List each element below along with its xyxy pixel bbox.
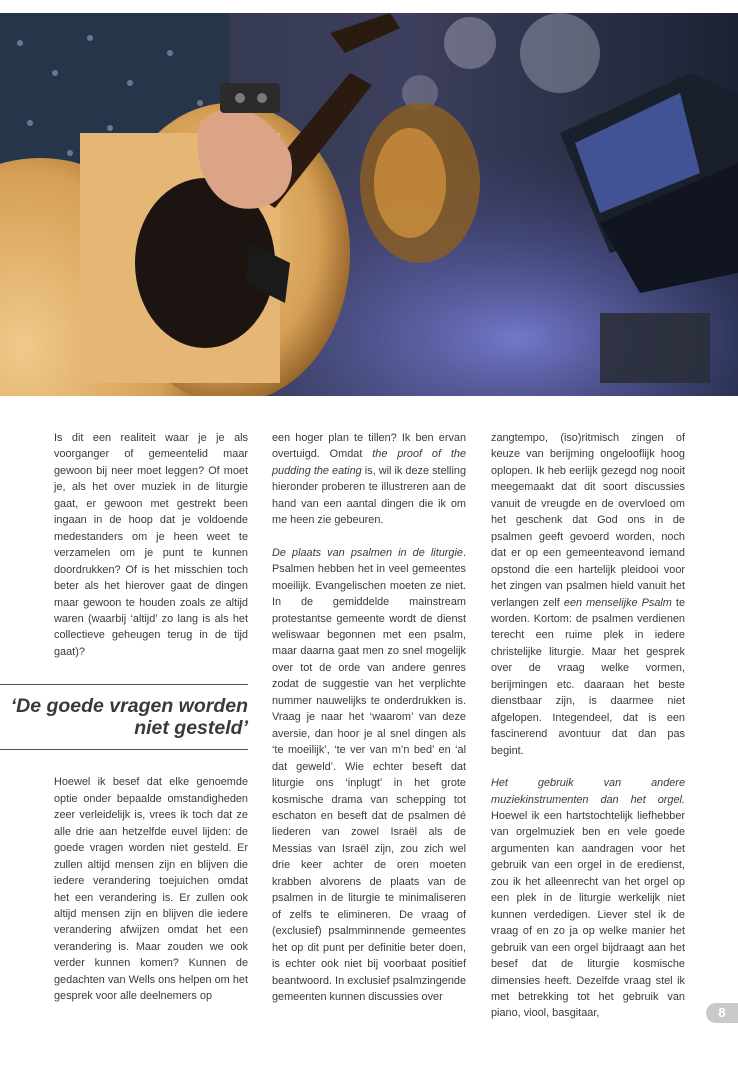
text-column-2 xyxy=(272,430,466,1005)
text-run: is, wil ik deze stelling hieronder proberen te illustreren aan de hand van een aantal dingen die ik om me heen zie gebeuren. xyxy=(272,464,466,527)
text-run: te worden. Kortom: de psalmen verdienen terecht een ruime plek in iedere christelijke liturgie. Maar het gesprek over de vraag welke vormen, berijmingen etc. daaraan het beste dienstbaar zijn, is daarmee niet afgelopen. Integendeel, dat is een fascinerend avontuur dat dan pas begint. xyxy=(491,596,686,757)
paragraph: Is dit een realiteit waar je je als voorganger of gemeentelid maar gewoon bij neer moet leggen? Of moet je, als het over muziek in de liturgie gaat, er gewoon met gestrekt been ingaan in de hoop dat je voldoende medestanders om je heen weet te verzamelen om je punt te kunnen doordrukken? Of is het misschien toch beter als het hierover gaat de dingen maar gewoon te houden zoals ze altijd waren (waarbij ‘altijd’ zo lang is als het collectieve geheugen terug in de tijd gaat)? xyxy=(54,432,248,658)
text-run: een hoger plan te tillen? Ik ben ervan overtuigd. Omdat xyxy=(272,432,466,461)
text-run: . Psalmen hebben het in veel gemeentes moeilijk. Evangelischen moeten ze niet. In de gemiddelde mainstream protestantse gemeente wordt de dienst weliswaar begonnen met een psalm, maar daarna gaat men zo snel mogelijk over tot de orde van andere genres zodat de suggestie van het verplichte nummer nauwelijks te onderdrukken is. Vraag je naar het ‘waarom’ van deze aversie, dan hoor je al snel dingen als ‘te moeilijk’, ‘te ver van m’n bed’ en ‘al dat geweld’. Wie echter beseft dat liturgie ons ‘inplugt’ in het grote kosmische drama van schepping tot eschaton en beseft dat de psalmen dé liederen van zowel Israël als de Messias van Israël zijn, zou zich wel drie keer achter de oren moeten krabben alvorens de plaats van de psalmen in de liturgie te minimaliseren of zelfs te elimineren. De vraag of (exclusief) psalmminnende gemeentes het op dit punt per definitie beter doen, is echter ook niet bij voorbaat positief beantwoord. In exclusief psalmzingende gemeenten kunnen discussies over xyxy=(272,546,466,1003)
paragraph xyxy=(272,430,466,529)
paragraph xyxy=(272,545,466,1006)
section-lead-in: De plaats van psalmen in de liturgie xyxy=(272,546,463,559)
text-run: zangtempo, (iso)ritmisch zingen of keuze van berijming ongelooflijk hoog oplopen. Ik heb eerlijk gezegd nog nooit meegemaakt dat dit soort discussies vanuit de vreugde en de overvloed om het geschenk dat God ons in de psalmen geeft gevoerd worden, noch dat er op een gemeenteavond iemand opstond die een hartelijk pleidooi voor het zingen van psalmen hield vanuit het verlangen zelf xyxy=(491,432,685,609)
paragraph xyxy=(491,430,685,759)
paragraph: Hoewel ik besef dat elke genoemde optie onder bepaalde omstandigheden zeer verleidelijk is, vrees ik toch dat ze alle drie aan hetzelfde euvel lijden: de goede vragen worden niet gesteld. Er zullen altijd mensen zijn en blijven die iedere verandering toejuichen omdat het een verandering is. Er zullen ook altijd mensen zijn en blijven die iedere verandering afwijzen omdat het een verandering is. Maar zouden we ook verder kunnen komen? Kunnen de gedachten van Wells ons helpen om het gesprek voor alle deelnemers op xyxy=(54,776,248,1003)
hero-photo-guitarist xyxy=(0,13,738,396)
paragraph xyxy=(491,775,685,1022)
text-column-3 xyxy=(491,430,685,1022)
text-run: Hoewel ik een hartstochtelijk liefhebber van orgelmuziek ben en vele goede argumenten kan aandragen voor het gebruik van een orgel in de eredienst, zou ik het alleenrecht van het orgel op een plek in de liturgie werkelijk niet kunnen verdedigen. Liever stel ik de vraag of en zo ja op welke manier het gebruik van een orgel bijdraagt aan het besef dat de liturgie kosmische dimensies heeft. Dezelfde vraag stel ik met betrekking tot het gebruik van piano, viool, basgitaar, xyxy=(491,809,685,1020)
section-lead-in: Het gebruik van andere muziekinstrumenten dan het orgel. xyxy=(491,777,685,806)
guitar-photo-illustration xyxy=(0,13,738,396)
page-number-badge: 8 xyxy=(706,1003,738,1023)
italic-phrase: een menselijke Psalm xyxy=(563,596,672,609)
italic-phrase: the proof of the pudding the eating xyxy=(272,448,466,477)
pull-quote: ‘De goede vragen worden niet gesteld’ xyxy=(0,684,248,750)
text-column-1 xyxy=(10,430,248,1005)
